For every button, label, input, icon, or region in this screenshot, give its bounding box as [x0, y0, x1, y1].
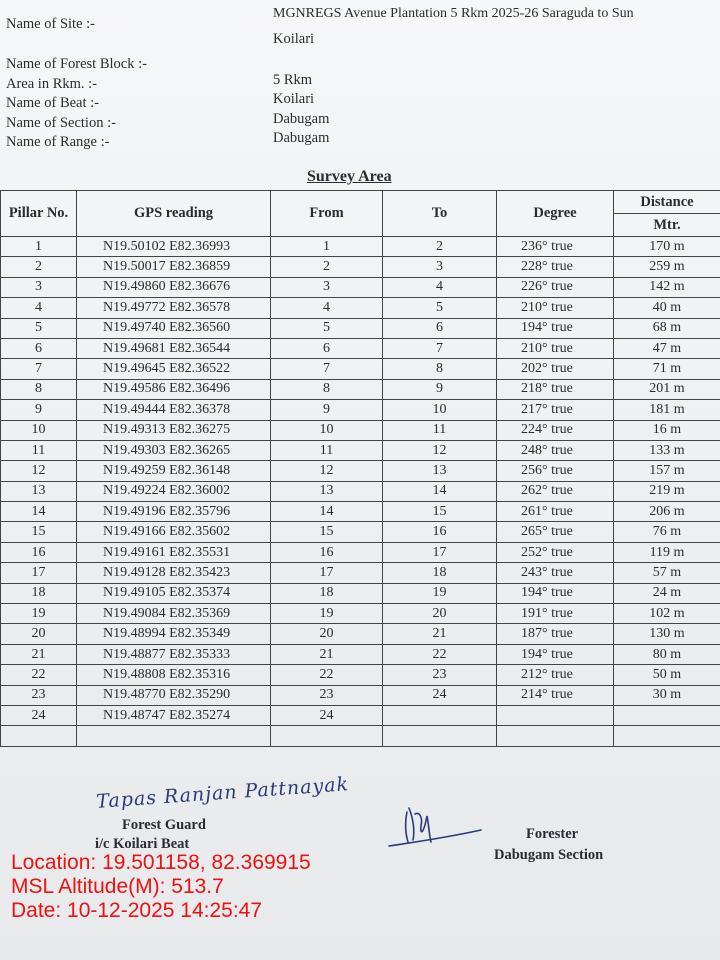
from-cell: 16 — [271, 542, 383, 562]
gps-cell: N19.49224 E82.36002 — [77, 481, 271, 501]
degree-cell: 252° true — [497, 542, 614, 562]
gps-cell: N19.49161 E82.35531 — [77, 542, 271, 562]
pillar-cell: 8 — [1, 379, 77, 399]
from-cell: 4 — [271, 298, 383, 318]
to-cell: 20 — [383, 604, 497, 624]
gps-cell: N19.49772 E82.36578 — [77, 298, 271, 318]
table-row — [1, 379, 720, 399]
distance-cell: 71 m — [614, 359, 720, 379]
table-row — [1, 461, 720, 481]
section-value: Dabugam — [273, 111, 330, 127]
table-row — [1, 481, 720, 501]
distance-cell: 47 m — [614, 338, 720, 358]
from-cell: 1 — [271, 237, 383, 257]
table-row — [1, 644, 720, 664]
beat-label: Name of Beat :- — [6, 95, 100, 111]
distance-cell: 76 m — [614, 522, 720, 542]
to-cell — [383, 705, 497, 725]
site-value-line2: Koilari — [273, 31, 315, 47]
col-header-from: From — [271, 191, 383, 237]
to-cell: 14 — [383, 481, 497, 501]
from-cell: 14 — [271, 502, 383, 522]
gps-cell: N19.49860 E82.36676 — [77, 277, 271, 297]
gps-cell: N19.48877 E82.35333 — [77, 644, 271, 664]
table-row — [1, 318, 720, 338]
pillar-cell: 14 — [1, 502, 77, 522]
pillar-cell: 12 — [1, 461, 77, 481]
gps-cell: N19.49128 E82.35423 — [77, 563, 271, 583]
from-cell: 15 — [271, 522, 383, 542]
from-cell: 20 — [271, 624, 383, 644]
table-row — [1, 298, 720, 318]
degree-cell: 187° true — [497, 624, 614, 644]
distance-cell: 30 m — [614, 685, 720, 705]
distance-cell: 130 m — [614, 624, 720, 644]
gps-cell: N19.48808 E82.35316 — [77, 665, 271, 685]
range-label: Name of Range :- — [6, 134, 110, 150]
survey-table-body — [1, 237, 720, 747]
to-cell: 4 — [383, 277, 497, 297]
degree-cell: 210° true — [497, 338, 614, 358]
degree-cell: 265° true — [497, 522, 614, 542]
distance-cell: 206 m — [614, 502, 720, 522]
forester-signature — [385, 800, 485, 850]
gps-stamp-altitude: MSL Altitude(M): 513.7 — [11, 875, 224, 898]
pillar-cell: 9 — [1, 400, 77, 420]
degree-cell: 194° true — [497, 318, 614, 338]
pillar-cell: 24 — [1, 705, 77, 725]
gps-cell: N19.49166 E82.35602 — [77, 522, 271, 542]
from-cell: 18 — [271, 583, 383, 603]
degree-cell: 243° true — [497, 563, 614, 583]
forest-guard-title: Forest Guard — [122, 817, 206, 833]
distance-cell: 181 m — [614, 400, 720, 420]
gps-cell: N19.49196 E82.35796 — [77, 502, 271, 522]
distance-cell — [614, 705, 720, 725]
forest-guard-subtitle: i/c Koilari Beat — [95, 836, 190, 852]
degree-cell: 202° true — [497, 359, 614, 379]
col-header-distance-unit: Mtr. — [614, 214, 720, 237]
table-row — [1, 277, 720, 297]
pillar-cell: 1 — [1, 237, 77, 257]
forest-guard-signature: Tapas Ranjan Pattnayak — [95, 773, 350, 813]
gps-cell: N19.48770 E82.35290 — [77, 685, 271, 705]
distance-cell: 201 m — [614, 379, 720, 399]
table-row-empty — [1, 726, 720, 746]
from-cell: 24 — [271, 705, 383, 725]
degree-cell: 210° true — [497, 298, 614, 318]
table-row — [1, 705, 720, 725]
site-label: Name of Site :- — [6, 16, 95, 32]
distance-cell: 259 m — [614, 257, 720, 277]
forest-block-label: Name of Forest Block :- — [6, 56, 147, 72]
distance-cell: 170 m — [614, 237, 720, 257]
gps-cell: N19.49303 E82.36265 — [77, 440, 271, 460]
to-cell: 24 — [383, 685, 497, 705]
distance-cell: 119 m — [614, 542, 720, 562]
empty-cell — [1, 726, 77, 746]
from-cell: 17 — [271, 563, 383, 583]
area-value: 5 Rkm — [273, 72, 313, 88]
pillar-cell: 13 — [1, 481, 77, 501]
survey-table — [0, 190, 720, 747]
from-cell: 7 — [271, 359, 383, 379]
col-header-distance: Distance — [614, 191, 720, 214]
pillar-cell: 18 — [1, 583, 77, 603]
survey-title: Survey Area — [307, 168, 392, 185]
pillar-cell: 3 — [1, 277, 77, 297]
beat-value: Koilari — [273, 91, 315, 107]
distance-cell: 142 m — [614, 277, 720, 297]
distance-cell: 57 m — [614, 563, 720, 583]
area-label: Area in Rkm. :- — [6, 76, 98, 92]
distance-cell: 24 m — [614, 583, 720, 603]
gps-cell: N19.48994 E82.35349 — [77, 624, 271, 644]
to-cell: 8 — [383, 359, 497, 379]
degree-cell: 226° true — [497, 277, 614, 297]
table-row — [1, 359, 720, 379]
gps-cell: N19.49681 E82.36544 — [77, 338, 271, 358]
degree-cell: 194° true — [497, 644, 614, 664]
degree-cell: 224° true — [497, 420, 614, 440]
to-cell: 11 — [383, 420, 497, 440]
from-cell: 2 — [271, 257, 383, 277]
to-cell: 23 — [383, 665, 497, 685]
gps-cell: N19.50017 E82.36859 — [77, 257, 271, 277]
to-cell: 15 — [383, 502, 497, 522]
pillar-cell: 22 — [1, 665, 77, 685]
table-row — [1, 665, 720, 685]
pillar-cell: 2 — [1, 257, 77, 277]
table-row — [1, 440, 720, 460]
empty-cell — [497, 726, 614, 746]
to-cell: 10 — [383, 400, 497, 420]
range-value: Dabugam — [273, 130, 330, 146]
gps-cell: N19.49105 E82.35374 — [77, 583, 271, 603]
to-cell: 6 — [383, 318, 497, 338]
degree-cell: 256° true — [497, 461, 614, 481]
gps-cell: N19.49586 E82.36496 — [77, 379, 271, 399]
degree-cell: 218° true — [497, 379, 614, 399]
from-cell: 19 — [271, 604, 383, 624]
table-row — [1, 563, 720, 583]
pillar-cell: 5 — [1, 318, 77, 338]
to-cell: 9 — [383, 379, 497, 399]
from-cell: 3 — [271, 277, 383, 297]
forester-title: Forester — [526, 826, 579, 842]
section-label: Name of Section :- — [6, 115, 116, 131]
gps-cell: N19.49444 E82.36378 — [77, 400, 271, 420]
degree-cell: 194° true — [497, 583, 614, 603]
from-cell: 8 — [271, 379, 383, 399]
from-cell: 13 — [271, 481, 383, 501]
table-row — [1, 542, 720, 562]
pillar-cell: 7 — [1, 359, 77, 379]
distance-cell: 50 m — [614, 665, 720, 685]
to-cell: 17 — [383, 542, 497, 562]
to-cell: 21 — [383, 624, 497, 644]
table-row — [1, 338, 720, 358]
to-cell: 16 — [383, 522, 497, 542]
empty-cell — [271, 726, 383, 746]
gps-cell: N19.50102 E82.36993 — [77, 237, 271, 257]
from-cell: 21 — [271, 644, 383, 664]
from-cell: 22 — [271, 665, 383, 685]
to-cell: 13 — [383, 461, 497, 481]
gps-cell: N19.49259 E82.36148 — [77, 461, 271, 481]
pillar-cell: 16 — [1, 542, 77, 562]
pillar-cell: 10 — [1, 420, 77, 440]
degree-cell: 217° true — [497, 400, 614, 420]
degree-cell: 236° true — [497, 237, 614, 257]
to-cell: 2 — [383, 237, 497, 257]
from-cell: 5 — [271, 318, 383, 338]
col-header-to: To — [383, 191, 497, 237]
to-cell: 5 — [383, 298, 497, 318]
distance-cell: 68 m — [614, 318, 720, 338]
table-row — [1, 237, 720, 257]
distance-cell: 157 m — [614, 461, 720, 481]
gps-stamp-location: Location: 19.501158, 82.369915 — [11, 851, 311, 874]
distance-cell: 219 m — [614, 481, 720, 501]
to-cell: 22 — [383, 644, 497, 664]
table-row — [1, 522, 720, 542]
from-cell: 9 — [271, 400, 383, 420]
col-header-pillar: Pillar No. — [1, 191, 77, 237]
distance-cell: 40 m — [614, 298, 720, 318]
pillar-cell: 15 — [1, 522, 77, 542]
pillar-cell: 6 — [1, 338, 77, 358]
pillar-cell: 23 — [1, 685, 77, 705]
distance-cell: 80 m — [614, 644, 720, 664]
to-cell: 18 — [383, 563, 497, 583]
gps-cell: N19.49740 E82.36560 — [77, 318, 271, 338]
to-cell: 12 — [383, 440, 497, 460]
degree-cell: 228° true — [497, 257, 614, 277]
table-row — [1, 604, 720, 624]
pillar-cell: 20 — [1, 624, 77, 644]
from-cell: 12 — [271, 461, 383, 481]
col-header-gps: GPS reading — [77, 191, 271, 237]
table-row — [1, 257, 720, 277]
table-row — [1, 400, 720, 420]
gps-cell: N19.49084 E82.35369 — [77, 604, 271, 624]
table-row — [1, 583, 720, 603]
degree-cell: 262° true — [497, 481, 614, 501]
gps-cell: N19.49313 E82.36275 — [77, 420, 271, 440]
degree-cell — [497, 705, 614, 725]
pillar-cell: 17 — [1, 563, 77, 583]
from-cell: 6 — [271, 338, 383, 358]
degree-cell: 212° true — [497, 665, 614, 685]
distance-cell: 102 m — [614, 604, 720, 624]
gps-cell: N19.48747 E82.35274 — [77, 705, 271, 725]
pillar-cell: 11 — [1, 440, 77, 460]
from-cell: 10 — [271, 420, 383, 440]
degree-cell: 261° true — [497, 502, 614, 522]
empty-cell — [383, 726, 497, 746]
table-row — [1, 624, 720, 644]
table-row — [1, 502, 720, 522]
to-cell: 19 — [383, 583, 497, 603]
pillar-cell: 21 — [1, 644, 77, 664]
table-row — [1, 420, 720, 440]
gps-cell: N19.49645 E82.36522 — [77, 359, 271, 379]
table-row — [1, 685, 720, 705]
forester-subtitle: Dabugam Section — [494, 847, 604, 863]
distance-cell: 133 m — [614, 440, 720, 460]
distance-cell: 16 m — [614, 420, 720, 440]
from-cell: 23 — [271, 685, 383, 705]
empty-cell — [77, 726, 271, 746]
gps-stamp-date: Date: 10-12-2025 14:25:47 — [11, 899, 263, 922]
site-value-line1: MGNREGS Avenue Plantation 5 Rkm 2025-26 Saraguda to Sun — [273, 6, 634, 21]
degree-cell: 191° true — [497, 604, 614, 624]
to-cell: 7 — [383, 338, 497, 358]
empty-cell — [614, 726, 720, 746]
pillar-cell: 19 — [1, 604, 77, 624]
degree-cell: 248° true — [497, 440, 614, 460]
from-cell: 11 — [271, 440, 383, 460]
pillar-cell: 4 — [1, 298, 77, 318]
col-header-degree: Degree — [497, 191, 614, 237]
degree-cell: 214° true — [497, 685, 614, 705]
to-cell: 3 — [383, 257, 497, 277]
